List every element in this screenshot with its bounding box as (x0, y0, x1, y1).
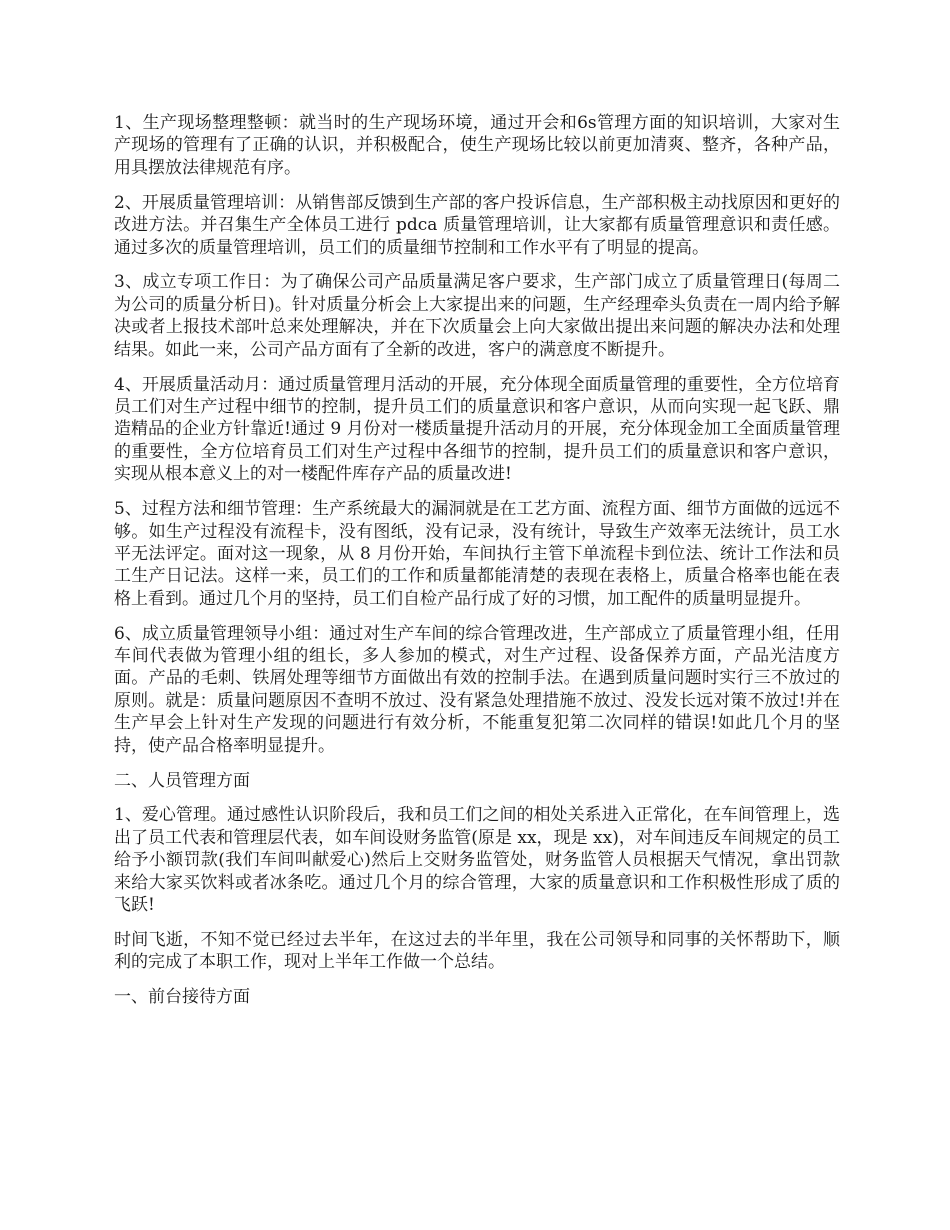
paragraph-care-management: 1、爱心管理。通过感性认识阶段后，我和员工们之间的相处关系进入正常化，在车间管理上，选出了员工代表和管理层代表，如车间设财务监管(原是 xx，现是 xx)，对车间违反车间规定的员工给予小额罚款(我们车间叫献爱心)然后上交财务监管处，财务监管人员根据天气情况，拿出罚款来给大家买饮料或者冰条吃。通过几个月的综合管理，大家的质量意识和工作积极性形成了质的飞跃! (114, 805, 840, 916)
section-heading-reception: 一、前台接待方面 (114, 987, 250, 1008)
paragraph-site-organization: 1、生产现场整理整顿：就当时的生产现场环境，通过开会和6s管理方面的知识培训，大家对生产现场的管理有了正确的认识，并积极配合，使生产现场比较以前更加清爽、整齐，各种产品，用具摆放法律规范有序。 (114, 113, 840, 178)
paragraph-quality-training: 2、开展质量管理培训：从销售部反馈到生产部的客户投诉信息，生产部积极主动找原因和更好的改进方法。并召集生产全体员工进行 pdca 质量管理培训，让大家都有质量管理意识和责任感。通过多次的质量管理培训，员工们的质量细节控制和工作水平有了明显的提高。 (114, 192, 840, 258)
paragraph-quality-day: 3、成立专项工作日：为了确保公司产品质量满足客户要求，生产部门成立了质量管理日(每周二为公司的质量分析日)。针对质量分析会上大家提出来的问题，生产经理牵头负责在一周内给予解决或者上报技术部叶总来处理解决，并在下次质量会上向大家做出提出来问题的解决办法和处理结果。如此一来，公司产品方面有了全新的改进，客户的满意度不断提升。 (114, 272, 840, 360)
paragraph-half-year-intro: 时间飞逝，不知不觉已经过去半年，在这过去的半年里，我在公司领导和同事的关怀帮助下，顺利的完成了本职工作，现对上半年工作做一个总结。 (114, 930, 840, 973)
section-heading-personnel: 二、人员管理方面 (114, 770, 250, 791)
paragraph-quality-team: 6、成立质量管理领导小组：通过对生产车间的综合管理改进，生产部成立了质量管理小组，任用车间代表做为管理小组的组长，多人参加的模式，对生产过程、设备保养方面，产品光洁度方面。产品的毛刺、铁屑处理等细节方面做出有效的控制手法。在遇到质量问题时实行三不放过的原则。就是：质量问题原因不查明不放过、没有紧急处理措施不放过、没发长远对策不放过!并在生产早会上针对生产发现的问题进行有效分析，不能重复犯第二次同样的错误!如此几个月的坚持，使产品合格率明显提升。 (114, 623, 840, 756)
paragraph-quality-month: 4、开展质量活动月：通过质量管理月活动的开展，充分体现全面质量管理的重要性，全方位培育员工们对生产过程中细节的控制，提升员工们的质量意识和客户意识，从而向实现一起飞跃、鼎造精品的企业方针靠近!通过 9 月份对一楼质量提升活动月的开展，充分体现金加工全面质量管理的重要性，全方位培育员工们对生产过程中各细节的控制，提升员工们的质量意识和客户意识，实现从根本意义上的对一楼配件库存产品的质量改进! (114, 374, 840, 485)
paragraph-process-details: 5、过程方法和细节管理：生产系统最大的漏洞就是在工艺方面、流程方面、细节方面做的远远不够。如生产过程没有流程卡，没有图纸，没有记录，没有统计，导致生产效率无法统计，员工水平无法评定。面对这一现象，从 8 月份开始，车间执行主管下单流程卡到位法、统计工作法和员工生产日记法。这样一来，员工们的工作和质量都能清楚的表现在表格上，质量合格率也能在表格上看到。通过几个月的坚持，员工们自检产品行成了好的习惯，加工配件的质量明显提升。 (114, 499, 840, 609)
document-body (114, 112, 840, 1021)
